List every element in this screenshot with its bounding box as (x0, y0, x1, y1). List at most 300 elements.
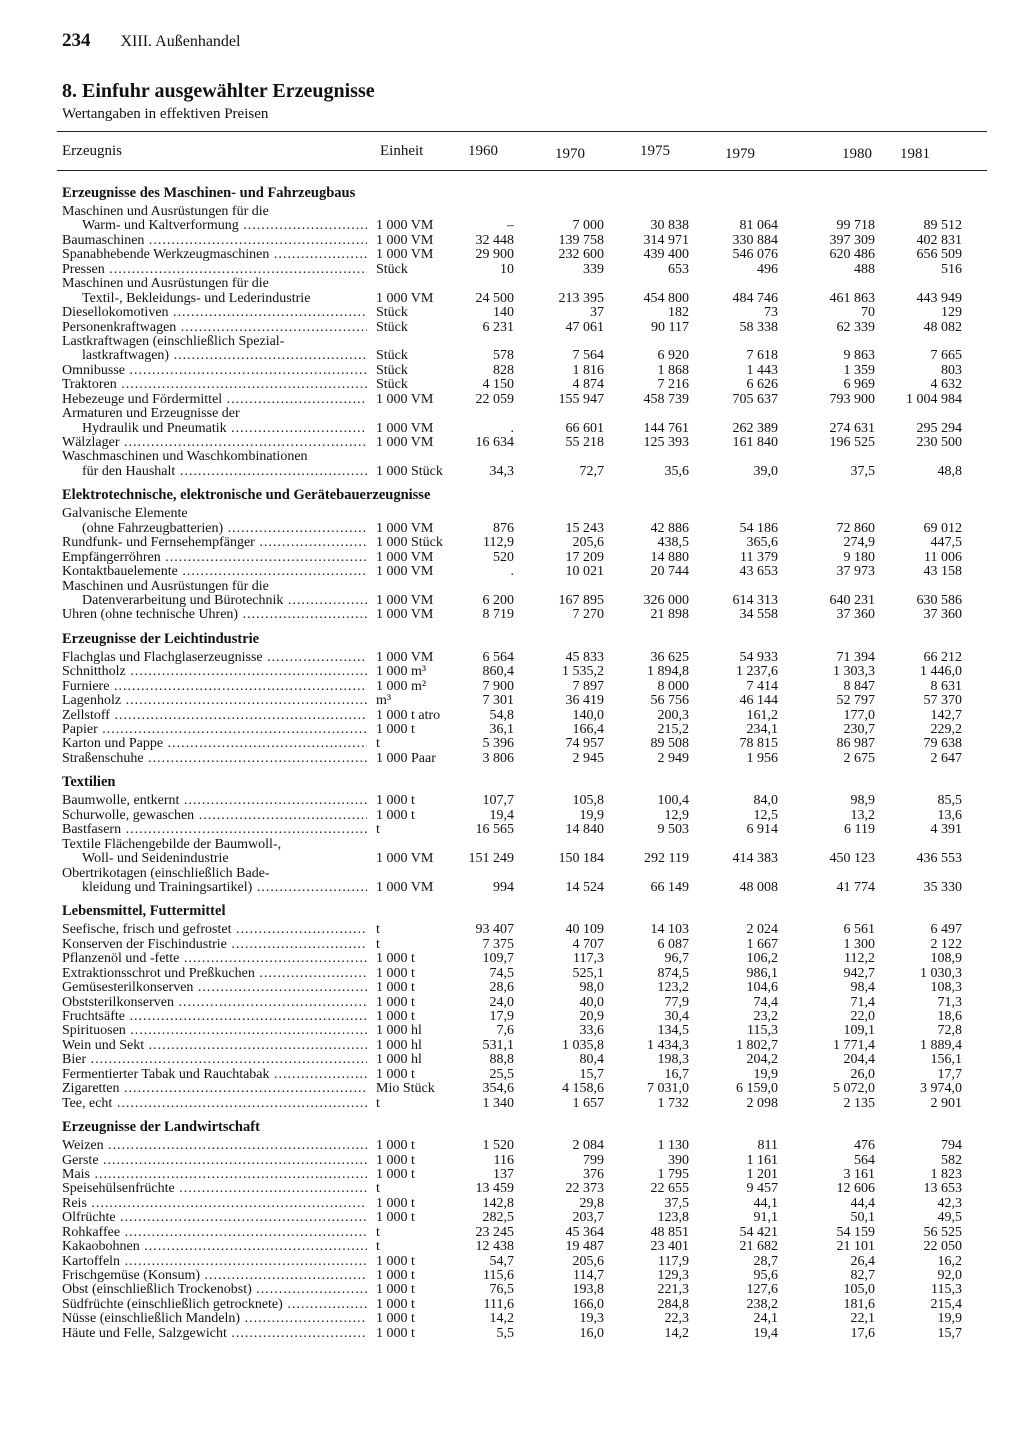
table-row (0, 1154, 1024, 1168)
row-unit: 1 000 VM (376, 247, 434, 263)
row-label: kleidung und Trainingsartikel) ..... (82, 881, 367, 895)
row-unit: t (376, 922, 380, 938)
row-unit: 1 000 t (376, 1282, 415, 1298)
table-row (0, 321, 1024, 335)
cell-value: 105,8 (572, 793, 604, 809)
cell-value: 15,7 (937, 1325, 962, 1341)
cell-value: 79 638 (923, 736, 962, 752)
table-row (0, 852, 1024, 866)
cell-value: . (510, 420, 514, 436)
cell-value: 402 831 (916, 232, 962, 248)
cell-value: 6 564 (482, 649, 514, 665)
column-header-year: 1981 (900, 146, 930, 162)
cell-value: 20 744 (650, 564, 689, 580)
table-row (0, 1298, 1024, 1312)
cell-value: 93 407 (475, 922, 514, 938)
row-unit: m³ (376, 693, 392, 709)
table-row (0, 565, 1024, 579)
cell-value: 150 184 (558, 851, 604, 867)
table-row (0, 1182, 1024, 1196)
cell-value: 811 (757, 1138, 778, 1154)
cell-value: 799 (583, 1152, 604, 1168)
cell-value: 29,8 (579, 1195, 604, 1211)
cell-value: 793 900 (829, 391, 875, 407)
cell-value: 630 586 (916, 592, 962, 608)
cell-value: 23 401 (650, 1239, 689, 1255)
cell-value: 6 914 (746, 822, 778, 838)
cell-value: 7 900 (482, 678, 514, 694)
table-row (0, 205, 1024, 219)
row-label: für den Haushalt ..... (82, 465, 367, 479)
cell-value: 166,0 (572, 1296, 604, 1312)
cell-value: 22,1 (850, 1311, 875, 1327)
row-unit: 1 000 VM (376, 564, 434, 580)
cell-value: 1 237,6 (736, 664, 778, 680)
row-label: Diesellokomotiven ..... (62, 306, 367, 320)
cell-value: 2 901 (930, 1095, 962, 1111)
table-row (0, 1197, 1024, 1211)
cell-value: 10 021 (565, 564, 604, 580)
row-unit: t (376, 822, 380, 838)
row-unit: 1 000 VM (376, 218, 434, 234)
row-label: Textile Flächengebilde der Baumwoll-, (62, 837, 282, 852)
cell-value: 129,3 (657, 1268, 689, 1283)
cell-value: 14,2 (664, 1325, 689, 1341)
cell-value: 71,3 (937, 994, 962, 1010)
row-label: Maschinen und Ausrüstungen für die (62, 579, 269, 594)
cell-value: 44,1 (753, 1195, 778, 1211)
cell-value: 8 719 (482, 607, 514, 623)
cell-value: 55 218 (565, 435, 604, 450)
cell-value: 46 144 (739, 693, 778, 709)
cell-value: 24,1 (753, 1311, 778, 1327)
cell-value: 48 008 (739, 879, 778, 895)
cell-value: 99 718 (836, 218, 875, 234)
cell-value: 14 840 (565, 822, 604, 838)
cell-value: 17,6 (850, 1325, 875, 1341)
row-label: Textil-, Bekleidungs- und Lederindustrie (82, 291, 311, 306)
cell-value: 92,0 (937, 1268, 962, 1283)
cell-value: 2 675 (843, 750, 875, 766)
cell-value: 6 626 (746, 377, 778, 393)
row-unit: 1 000 hl (376, 1052, 422, 1068)
cell-value: 100,4 (657, 793, 689, 809)
cell-value: 12 606 (836, 1181, 875, 1197)
table-row (0, 248, 1024, 262)
cell-value: 16 634 (475, 435, 514, 450)
row-label: Fruchtsäfte ..... (62, 1010, 367, 1024)
cell-value: 1 161 (746, 1152, 778, 1168)
cell-value: 7 000 (572, 218, 604, 234)
cell-value: 35,6 (664, 463, 689, 479)
cell-value: 1 816 (572, 362, 604, 378)
row-label: Rundfunk- und Fernsehempfänger ..... (62, 536, 367, 550)
cell-value: 37 360 (836, 607, 875, 623)
cell-value: 22 373 (565, 1181, 604, 1197)
cell-value: 198,3 (657, 1052, 689, 1068)
cell-value: 112,2 (844, 951, 875, 967)
cell-value: 73 (764, 305, 778, 321)
cell-value: 95,6 (753, 1268, 778, 1283)
cell-value: 52 797 (836, 693, 875, 709)
cell-value: 450 123 (829, 851, 875, 867)
cell-value: 18,6 (937, 1009, 962, 1024)
cell-value: 66 149 (650, 879, 689, 895)
table-row (0, 436, 1024, 450)
row-unit: 1 000 t (376, 1268, 415, 1283)
row-label: Furniere ..... (62, 680, 367, 694)
row-label: Wein und Sekt ..... (62, 1039, 367, 1053)
cell-value: 12,5 (753, 807, 778, 823)
section-header (0, 177, 1024, 205)
cell-value: 90 117 (651, 319, 689, 335)
table-row (0, 522, 1024, 536)
cell-value: 6 969 (843, 377, 875, 393)
row-unit: 1 000 hl (376, 1023, 422, 1039)
section-header (0, 623, 1024, 651)
cell-value: 4 632 (930, 377, 962, 393)
row-label: Schnittholz ..... (62, 665, 367, 679)
cell-value: 2 945 (572, 750, 604, 766)
row-label: Bier ..... (62, 1053, 367, 1067)
cell-value: 134,5 (657, 1023, 689, 1039)
table-row (0, 709, 1024, 723)
row-label: Warm- und Kaltverformung ..... (82, 219, 367, 233)
cell-value: 40 109 (565, 922, 604, 938)
row-unit: 1 000 t (376, 1195, 415, 1211)
cell-value: 41 774 (836, 879, 875, 895)
cell-value: 111,6 (483, 1296, 514, 1312)
cell-value: 43 158 (923, 564, 962, 580)
cell-value: 14 103 (650, 922, 689, 938)
cell-value: 22 655 (650, 1181, 689, 1197)
cell-value: 56 525 (923, 1224, 962, 1240)
row-label: lastkraftwagen) ..... (82, 349, 367, 363)
row-unit: 1 000 t (376, 994, 415, 1010)
cell-value: 117,9 (658, 1253, 689, 1269)
cell-value: 123,2 (657, 980, 689, 996)
cell-value: 156,1 (930, 1052, 962, 1068)
row-label: Baumaschinen ..... (62, 234, 367, 248)
cell-value: 37,5 (850, 463, 875, 479)
cell-value: 4 391 (930, 822, 962, 838)
row-unit: 1 000 t (376, 1066, 415, 1082)
cell-value: 282,5 (482, 1210, 514, 1226)
cell-value: 205,6 (572, 1253, 604, 1269)
cell-value: 151 249 (468, 851, 514, 867)
row-label: Extraktionsschrot und Preßkuchen ..... (62, 967, 367, 981)
cell-value: 62 339 (836, 319, 875, 335)
cell-value: 564 (854, 1152, 875, 1168)
cell-value: 397 309 (829, 232, 875, 248)
row-unit: 1 000 t (376, 1311, 415, 1327)
cell-value: 461 863 (829, 290, 875, 306)
cell-value: 140 (493, 305, 514, 321)
column-header-year: 1970 (555, 146, 585, 162)
row-unit: 1 000 t (376, 1009, 415, 1024)
table-row (0, 1283, 1024, 1297)
table-row (0, 867, 1024, 881)
cell-value: 7,6 (496, 1023, 514, 1039)
cell-value: 488 (854, 261, 875, 277)
row-unit: 1 000 t (376, 1138, 415, 1154)
cell-value: 72,8 (937, 1023, 962, 1039)
cell-value: 39,0 (753, 463, 778, 479)
cell-value: 42 886 (650, 520, 689, 536)
row-label: Bastfasern ..... (62, 823, 367, 837)
table-row (0, 794, 1024, 808)
cell-value: 2 122 (930, 936, 962, 952)
row-unit: 1 000 t (376, 1325, 415, 1341)
table-row (0, 923, 1024, 937)
row-label: Seefische, frisch und gefrostet ..... (62, 923, 367, 937)
row-unit: 1 000 t (376, 722, 415, 737)
cell-value: 48 082 (923, 319, 962, 335)
cell-value: 1 889,4 (920, 1037, 962, 1053)
row-label: Kakaobohnen ..... (62, 1240, 367, 1254)
cell-value: 35 330 (923, 879, 962, 895)
cell-value: 1 894,8 (647, 664, 689, 680)
section-title: Elektrotechnische, elektronische und Gerätebauerzeugnisse (62, 487, 431, 504)
row-label: Flachglas und Flachglaserzeugnisse ..... (62, 651, 367, 665)
cell-value: 1 802,7 (736, 1037, 778, 1053)
cell-value: 215,4 (930, 1296, 962, 1312)
cell-value: 9 863 (843, 348, 875, 364)
cell-value: 107,7 (482, 793, 514, 809)
cell-value: 161 840 (732, 435, 778, 450)
column-header-year: 1980 (842, 146, 872, 162)
cell-value: 230 500 (916, 435, 962, 450)
cell-value: 5 072,0 (833, 1081, 875, 1097)
row-unit: 1 000 t (376, 1296, 415, 1312)
row-unit: Stück (376, 348, 408, 364)
cell-value: 2 098 (746, 1095, 778, 1111)
row-label: Gemüsesterilkonserven ..... (62, 981, 367, 995)
cell-value: 30 838 (650, 218, 689, 234)
cell-value: 582 (941, 1152, 962, 1168)
column-header-year: 1975 (640, 143, 670, 159)
cell-value: 238,2 (746, 1296, 778, 1312)
row-unit: t (376, 736, 380, 752)
row-label: Rohkaffee ..... (62, 1226, 367, 1240)
cell-value: 17 209 (565, 549, 604, 565)
cell-value: 112,9 (483, 535, 514, 551)
row-label: Mais ..... (62, 1168, 367, 1182)
cell-value: 1 201 (746, 1166, 778, 1182)
cell-value: 3 974,0 (920, 1081, 962, 1097)
table-row (0, 1068, 1024, 1082)
cell-value: 1 795 (657, 1166, 689, 1182)
header-rule (57, 170, 987, 171)
cell-value: 26,0 (850, 1066, 875, 1082)
cell-value: 4 150 (482, 377, 514, 393)
table-row (0, 996, 1024, 1010)
cell-value: 54 933 (739, 649, 778, 665)
table-row (0, 364, 1024, 378)
table-row (0, 694, 1024, 708)
cell-value: 229,2 (930, 722, 962, 737)
cell-value: 114,7 (573, 1268, 604, 1283)
table-row (0, 219, 1024, 233)
cell-value: 34,3 (489, 463, 514, 479)
cell-value: 8 847 (843, 678, 875, 694)
cell-value: 205,6 (572, 535, 604, 551)
cell-value: 2 024 (746, 922, 778, 938)
cell-value: 3 161 (843, 1166, 875, 1182)
cell-value: 3 806 (482, 750, 514, 766)
cell-value: 1 434,3 (647, 1037, 689, 1053)
cell-value: 496 (757, 261, 778, 277)
cell-value: 213 395 (558, 290, 604, 306)
row-unit: 1 000 VM (376, 435, 434, 450)
row-label: Spanabhebende Werkzeugmaschinen ..... (62, 248, 367, 262)
row-label: Ölfrüchte ..... (62, 1211, 367, 1225)
cell-value: 11 379 (740, 549, 778, 565)
cell-value: 21 101 (836, 1239, 875, 1255)
cell-value: 232 600 (558, 247, 604, 263)
row-label: Gerste ..... (62, 1154, 367, 1168)
cell-value: 13,6 (937, 807, 962, 823)
cell-value: 47 061 (565, 319, 604, 335)
cell-value: 614 313 (732, 592, 778, 608)
row-label: Datenverarbeitung und Bürotechnik ..... (82, 594, 367, 608)
row-unit: 1 000 VM (376, 290, 434, 306)
cell-value: 620 486 (829, 247, 875, 263)
table-row (0, 1168, 1024, 1182)
cell-value: 705 637 (732, 391, 778, 407)
row-label: Maschinen und Ausrüstungen für die (62, 205, 269, 219)
row-label: Hydraulik und Pneumatik ..... (82, 422, 367, 436)
row-unit: 1 000 t (376, 1152, 415, 1168)
cell-value: 7 564 (572, 348, 604, 364)
row-unit: t (376, 1095, 380, 1111)
cell-value: 58 338 (739, 319, 778, 335)
cell-value: 81 064 (739, 218, 778, 234)
cell-value: 78 815 (739, 736, 778, 752)
row-unit: 1 000 t (376, 793, 415, 809)
row-label: Reis ..... (62, 1197, 367, 1211)
cell-value: 1 030,3 (920, 965, 962, 981)
table-row (0, 737, 1024, 751)
cell-value: 123,8 (657, 1210, 689, 1226)
cell-value: 115,3 (931, 1282, 962, 1298)
cell-value: 1 771,4 (833, 1037, 875, 1053)
cell-value: 476 (854, 1138, 875, 1154)
cell-value: 860,4 (482, 664, 514, 680)
cell-value: 17,7 (937, 1066, 962, 1082)
cell-value: 177,0 (843, 707, 875, 723)
cell-value: 37,5 (664, 1195, 689, 1211)
cell-value: 2 135 (843, 1095, 875, 1111)
cell-value: . (510, 564, 514, 580)
cell-value: 11 006 (924, 549, 962, 565)
cell-value: 339 (583, 261, 604, 277)
cell-value: 29 900 (475, 247, 514, 263)
cell-value: 520 (493, 549, 514, 565)
cell-value: 196 525 (829, 435, 875, 450)
cell-value: 129 (941, 305, 962, 321)
cell-value: 6 561 (843, 922, 875, 938)
page-number: 234 (62, 30, 91, 51)
row-unit: 1 000 Paar (376, 750, 436, 766)
row-unit: 1 000 t (376, 965, 415, 981)
table-row (0, 1039, 1024, 1053)
cell-value: 531,1 (482, 1037, 514, 1053)
cell-value: 19 487 (565, 1239, 604, 1255)
section-title: Lebensmittel, Futtermittel (62, 903, 226, 920)
row-unit: 1 000 VM (376, 879, 434, 895)
table-row (0, 1269, 1024, 1283)
row-label: Tee, echt ..... (62, 1097, 367, 1111)
row-label: Häute und Felle, Salzgewicht ..... (62, 1327, 367, 1341)
cell-value: 1 732 (657, 1095, 689, 1111)
row-label: Woll- und Seidenindustrie (82, 852, 229, 867)
cell-value: 1 300 (843, 936, 875, 952)
cell-value: 76,5 (489, 1282, 514, 1298)
section-header (0, 479, 1024, 507)
table-row (0, 292, 1024, 306)
cell-value: 23,2 (753, 1009, 778, 1024)
cell-value: 6 920 (657, 348, 689, 364)
table-subtitle: Wertangaben in effektiven Preisen (62, 106, 269, 122)
cell-value: – (507, 218, 514, 234)
cell-value: 484 746 (732, 290, 778, 306)
cell-value: 1 535,2 (562, 664, 604, 680)
table-row (0, 1024, 1024, 1038)
cell-value: 22,3 (664, 1311, 689, 1327)
row-unit: 1 000 t (376, 1166, 415, 1182)
section-title: Erzeugnisse des Maschinen- und Fahrzeugbaus (62, 185, 356, 201)
cell-value: 314 971 (643, 232, 689, 248)
column-header-year: 1979 (725, 146, 755, 162)
cell-value: 26,4 (850, 1253, 875, 1269)
cell-value: 98,9 (850, 793, 875, 809)
cell-value: 942,7 (843, 965, 875, 981)
cell-value: 109,7 (482, 951, 514, 967)
cell-value: 447,5 (930, 535, 962, 551)
cell-value: 6 087 (657, 936, 689, 952)
row-label: (ohne Fahrzeugbatterien) ..... (82, 522, 367, 536)
cell-value: 54,7 (489, 1253, 514, 1269)
chapter-title: XIII. Außenhandel (120, 33, 241, 50)
cell-value: 32 448 (475, 232, 514, 248)
cell-value: 50,1 (850, 1210, 875, 1226)
cell-value: 86 987 (836, 736, 875, 752)
row-label: Waschmaschinen und Waschkombinationen (62, 450, 308, 465)
cell-value: 376 (583, 1166, 604, 1182)
table-row (0, 306, 1024, 320)
table-row (0, 1082, 1024, 1096)
cell-value: 137 (493, 1166, 514, 1182)
cell-value: 578 (493, 348, 514, 364)
cell-value: 5 396 (482, 736, 514, 752)
cell-value: 326 000 (643, 592, 689, 608)
cell-value: 2 084 (572, 1138, 604, 1154)
cell-value: 74 957 (565, 736, 604, 752)
cell-value: 108,3 (930, 980, 962, 996)
section-title: Textilien (62, 774, 116, 791)
table-row (0, 1240, 1024, 1254)
cell-value: 19,4 (753, 1325, 778, 1341)
table-row (0, 1097, 1024, 1111)
row-label: Schurwolle, gewaschen ..... (62, 809, 367, 823)
table-row (0, 378, 1024, 392)
cell-value: 54 186 (739, 520, 778, 536)
cell-value: 230,7 (843, 722, 875, 737)
cell-value: 7 031,0 (647, 1081, 689, 1097)
cell-value: 994 (493, 879, 514, 895)
table-row (0, 823, 1024, 837)
